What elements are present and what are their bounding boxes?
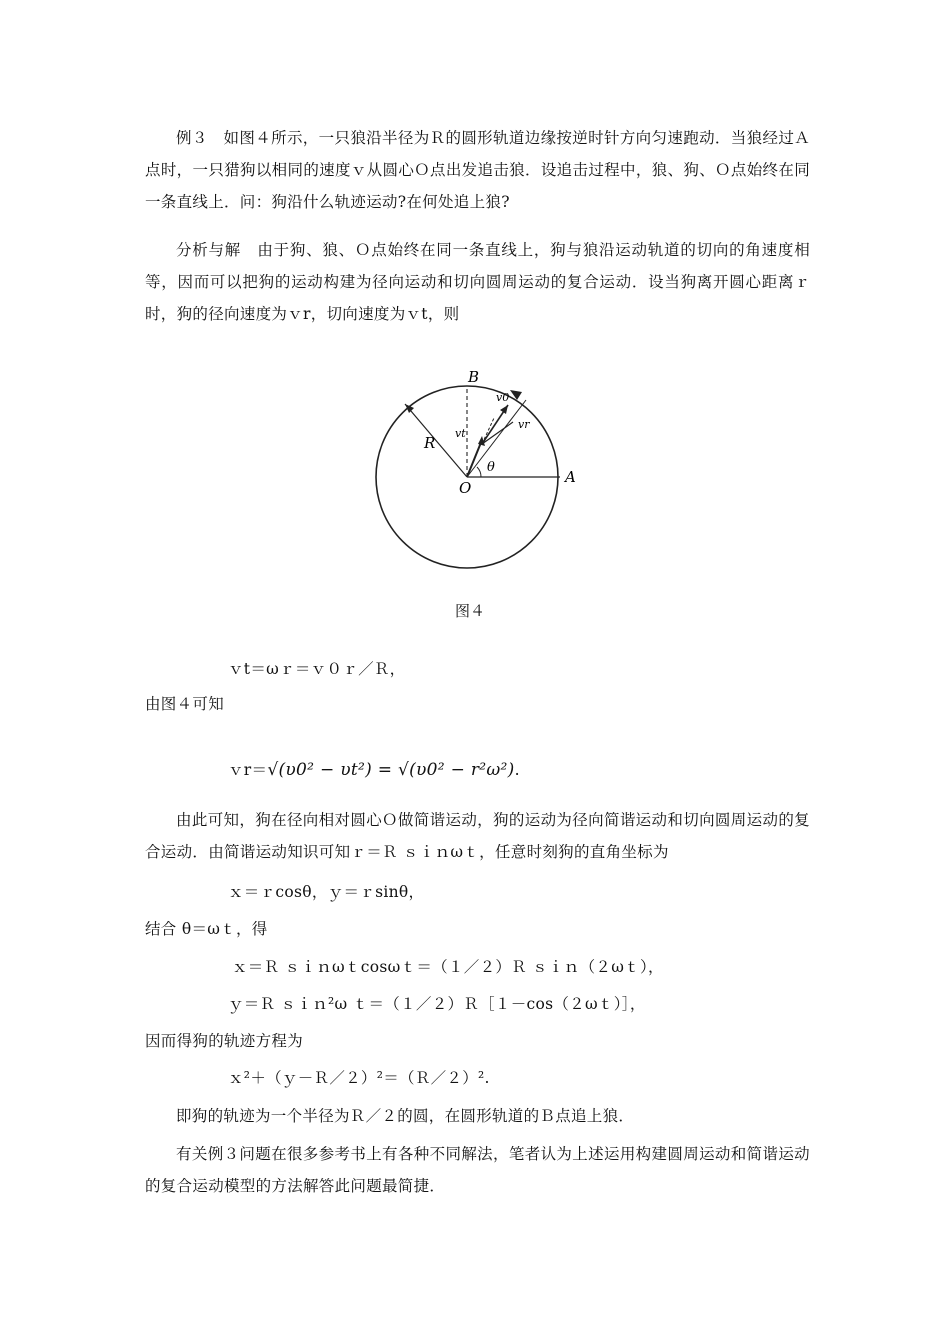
- label-O: O: [459, 479, 472, 497]
- equation-coordinates: ｘ＝ｒcosθ，ｙ＝ｒsinθ，: [228, 883, 425, 901]
- label-vr: vr: [518, 418, 530, 431]
- analysis-paragraph: 分析与解 由于狗、狼、Ｏ点始终在同一条直线上，狗与狼沿运动轨道的切向的角速度相等，因而可以把狗的运动构建为径向运动和切向圆周运动的复合运动．设当狗离开圆心距离ｒ时，狗的径向速度为ｖr，切向速度为ｖt，则: [145, 241, 810, 323]
- equation-vr-prefix: ｖr＝: [228, 761, 268, 779]
- equation-x: ｘ＝Ｒ ｓｉｎωｔcosωｔ＝（１／２）Ｒ ｓｉｎ（２ωｔ），: [232, 958, 664, 976]
- label-R: R: [424, 434, 436, 452]
- v0-arrowhead: [500, 405, 508, 414]
- remark-paragraph: 有关例３问题在很多参考书上有各种不同解法，笔者认为上述运用构建圆周运动和简谐运动的复合运动模型的方法解答此问题最简捷．: [145, 1145, 810, 1195]
- equation-y: ｙ＝Ｒ ｓｉｎ²ω ｔ＝（１／２）Ｒ［１－cos（２ωｔ）］，: [228, 995, 646, 1013]
- label-v0: v0: [496, 391, 510, 404]
- equation-vr-formula: √(υ0² − υt²) = √(υ0² − r²ω²): [267, 760, 515, 780]
- combine-line: 结合 θ＝ωｔ，得: [145, 920, 268, 938]
- from-figure-line: 由图４可知: [145, 695, 225, 713]
- figure-caption: 图４: [455, 602, 486, 620]
- example-paragraph: 例３ 如图４所示，一只狼沿半径为Ｒ的圆形轨道边缘按逆时针方向匀速跑动．当狼经过Ａ点时，一只猎狗以相同的速度ｖ从圆心Ｏ点出发追击狼．设追击过程中，狼、狗、Ｏ点始终在同一条直线上．问：狗沿什么轨迹运动?在何处追上狼?: [145, 129, 810, 211]
- label-B: B: [468, 368, 480, 386]
- equation-vr: [228, 758, 520, 782]
- label-vt: vt: [455, 427, 466, 440]
- circle-diagram: [360, 360, 590, 575]
- conclusion-paragraph: 即狗的轨迹为一个半径为Ｒ／２的圆，在圆形轨道的Ｂ点追上狼．: [176, 1107, 635, 1125]
- equation-vr-suffix: .: [514, 761, 520, 779]
- radius-R: [405, 404, 467, 477]
- harmonic-paragraph: 由此可知，狗在径向相对圆心Ｏ做简谐运动，狗的运动为径向简谐运动和切向圆周运动的复合运动．由简谐运动知识可知ｒ＝Ｒ ｓｉｎωｔ，任意时刻狗的直角坐标为: [145, 811, 810, 861]
- radius-tangent-line: [467, 400, 526, 477]
- theta-arc: [477, 467, 481, 477]
- equation-trajectory: ｘ²＋（ｙ－Ｒ／２）²＝（Ｒ／２）².: [228, 1069, 490, 1087]
- trajectory-line: 因而得狗的轨迹方程为: [145, 1032, 304, 1050]
- equation-vt: ｖt＝ωｒ＝ｖ０ｒ／Ｒ，: [228, 660, 406, 678]
- label-theta: θ: [487, 460, 495, 475]
- label-A: A: [565, 468, 576, 486]
